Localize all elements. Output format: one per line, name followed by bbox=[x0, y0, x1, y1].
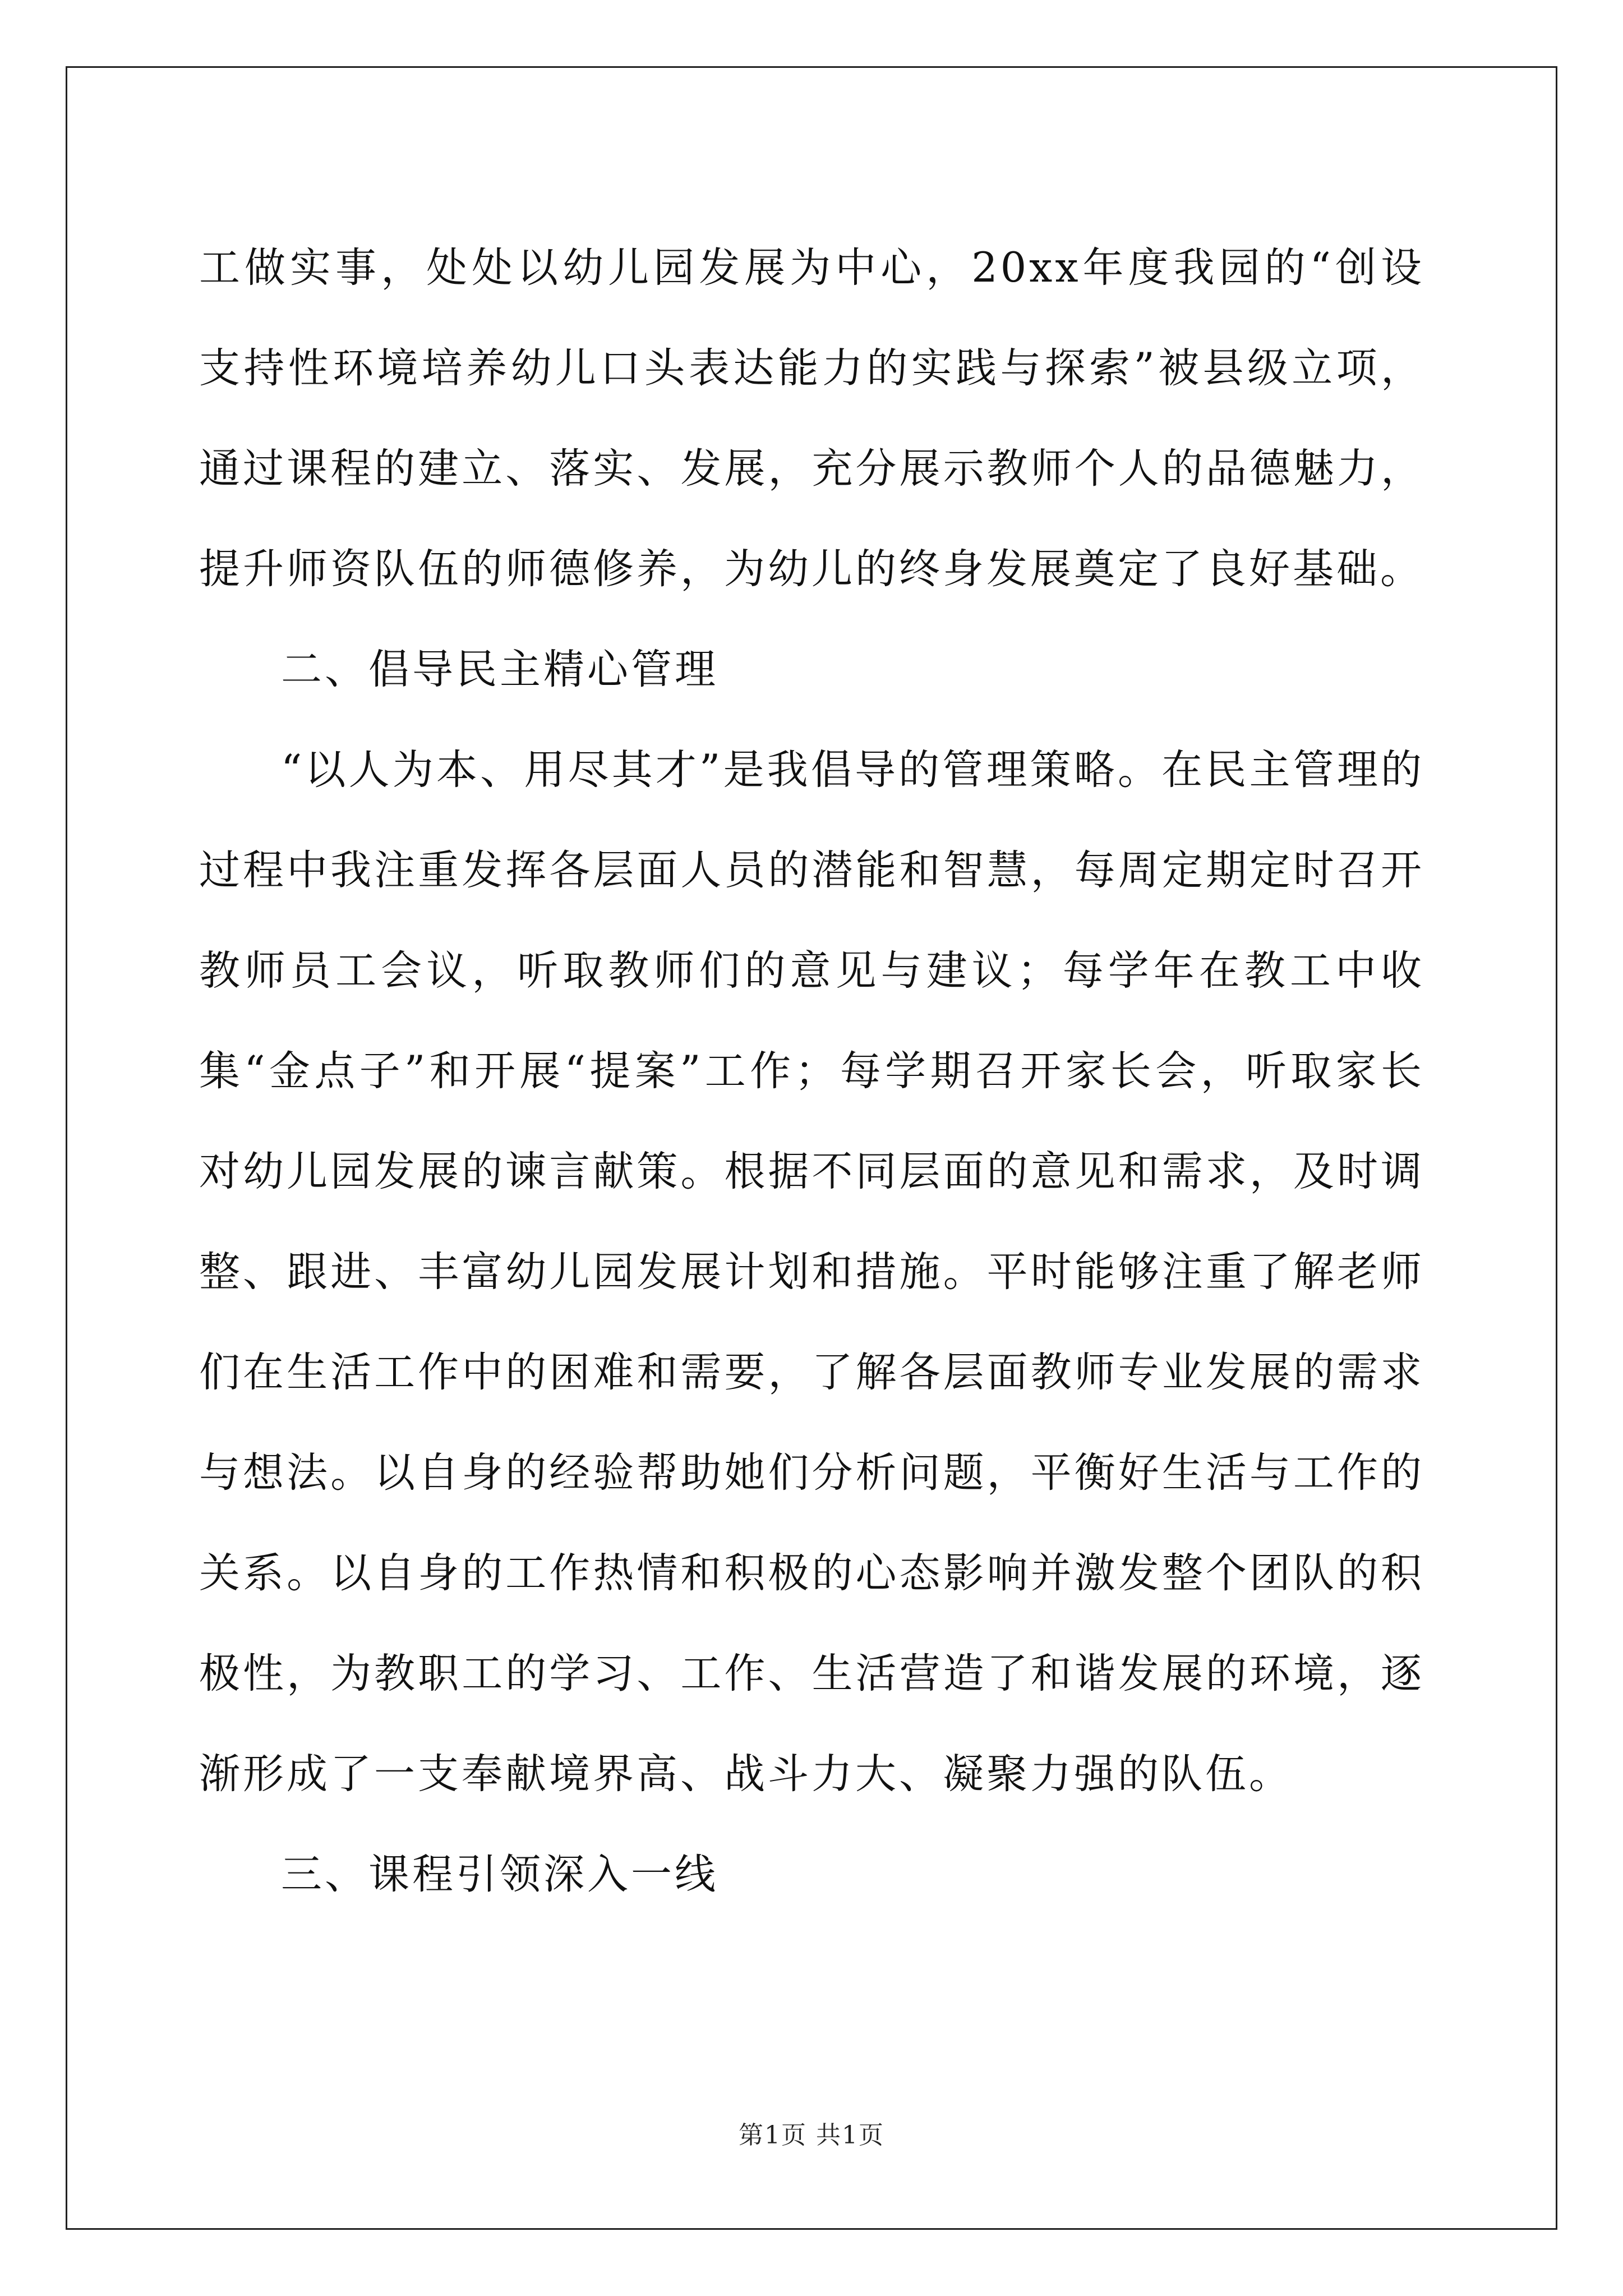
page-number-footer: 第1页 共1页 bbox=[739, 2121, 884, 2150]
document-body bbox=[199, 218, 1424, 1925]
paragraph-management: “以人为本、用尽其才”是我倡导的管理策略。在民主管理的过程中我注重发挥各层面人员的潜能和智慧，每周定期定时召开教师员工会议，听取教师们的意见与建议；每学年在教工中收集“金点子”和开展“提案”工作；每学期召开家长会，听取家长对幼儿园发展的谏言献策。根据不同层面的意见和需求，及时调整、跟进、丰富幼儿园发展计划和措施。平时能够注重了解老师们在生活工作中的困难和需要，了解各层面教师专业发展的需求与想法。以自身的经验帮助她们分析问题，平衡好生活与工作的关系。以自身的工作热情和积极的心态影响并激发整个团队的积极性，为教职工的学习、工作、生活营造了和谐发展的环境，逐渐形成了一支奉献境界高、战斗力大、凝聚力强的队伍。 bbox=[199, 746, 1424, 1798]
section-heading-2: 二、倡导民主精心管理 bbox=[281, 646, 718, 693]
section-heading-3: 三、课程引领深入一线 bbox=[281, 1851, 718, 1898]
paragraph-continuation: 工做实事，处处以幼儿园发展为中心，20xx年度我园的“创设支持性环境培养幼儿口头表达能力的实践与探索”被县级立项，通过课程的建立、落实、发展，充分展示教师个人的品德魅力，提升师资队伍的师德修养，为幼儿的终身发展奠定了良好基础。 bbox=[199, 244, 1424, 593]
